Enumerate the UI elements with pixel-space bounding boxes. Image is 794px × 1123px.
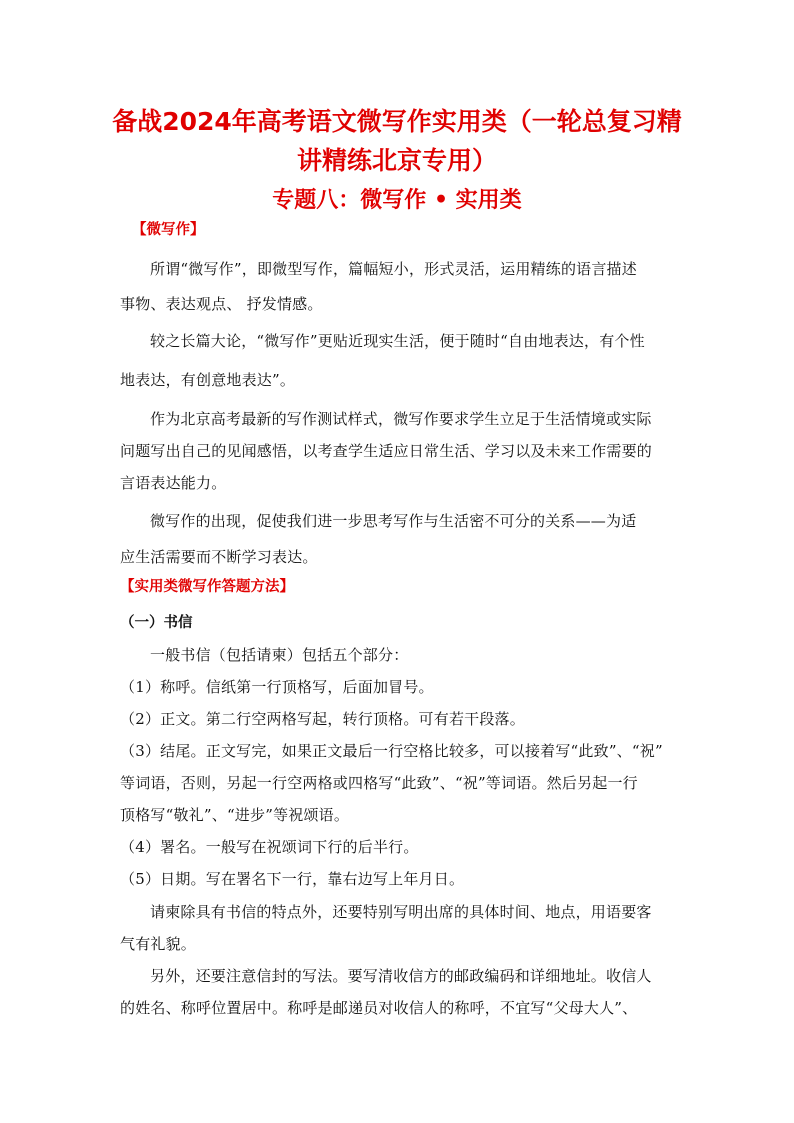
- heading-practical-method: 【实用类微写作答题方法】: [120, 579, 294, 595]
- paragraph-line: 作为北京高考最新的写作测试样式，微写作要求学生立足于生活情境或实际: [150, 410, 652, 428]
- list-item: （5）日期。写在署名下一行，靠右边写上年月日。: [120, 870, 465, 888]
- paragraph-line: 较之长篇大论，“微写作”更贴近现实生活，便于随时“自由地表达，有个性: [150, 332, 645, 350]
- paragraph-line: 应生活需要而不断学习表达。: [120, 548, 318, 566]
- paragraph-line: 地表达，有创意地表达”。: [120, 371, 296, 389]
- paragraph-line: 问题写出自己的见闻感悟，以考查学生适应日常生活、学习以及未来工作需要的: [120, 442, 653, 460]
- paragraph-line: 另外，还要注意信封的写法。要写清收信方的邮政编码和详细地址。收信人: [150, 967, 652, 985]
- paragraph-line: 气有礼貌。: [120, 935, 197, 953]
- document-title-line-2: 讲精练北京专用）: [296, 146, 497, 175]
- paragraph-line: 言语表达能力。: [120, 474, 227, 492]
- subheading-letter: （一）书信: [120, 615, 193, 631]
- heading-micro-writing: 【微写作】: [132, 222, 205, 238]
- list-item: （1）称呼。信纸第一行顶格写，后面加冒号。: [120, 678, 434, 696]
- paragraph-line: 事物、表达观点、 抒发情感。: [120, 295, 323, 313]
- paragraph-line: 微写作的出现，促使我们进一步思考写作与生活密不可分的关系——为适: [150, 512, 637, 530]
- section-subtitle: 专题八：微写作 • 实用类: [272, 187, 522, 213]
- paragraph-line: 一般书信（包括请柬）包括五个部分：: [150, 646, 409, 664]
- paragraph-line: 等词语，否则，另起一行空两格或四格写“此致”、“祝”等词语。然后另起一行: [120, 774, 638, 792]
- paragraph-line: 所谓“微写作”，即微型写作，篇幅短小，形式灵活，运用精练的语言描述: [150, 260, 637, 278]
- paragraph-line: 的姓名、称呼位置居中。称呼是邮递员对收信人的称呼，不宜写“父母大人”、: [120, 999, 638, 1017]
- list-item: （4）署名。一般写在祝颂词下行的后半行。: [120, 838, 419, 856]
- list-item: （3）结尾。正文写完，如果正文最后一行空格比较多，可以接着写“此致”、“祝”: [120, 742, 663, 760]
- document-title-line-1: 备战2024年高考语文微写作实用类（一轮总复习精: [112, 107, 682, 136]
- list-item: （2）正文。第二行空两格写起，转行顶格。可有若干段落。: [120, 710, 525, 728]
- paragraph-line: 请柬除具有书信的特点外，还要特别写明出席的具体时间、地点，用语要客: [150, 903, 652, 921]
- paragraph-line: 顶格写“敬礼”、“进步”等祝颂语。: [120, 806, 350, 824]
